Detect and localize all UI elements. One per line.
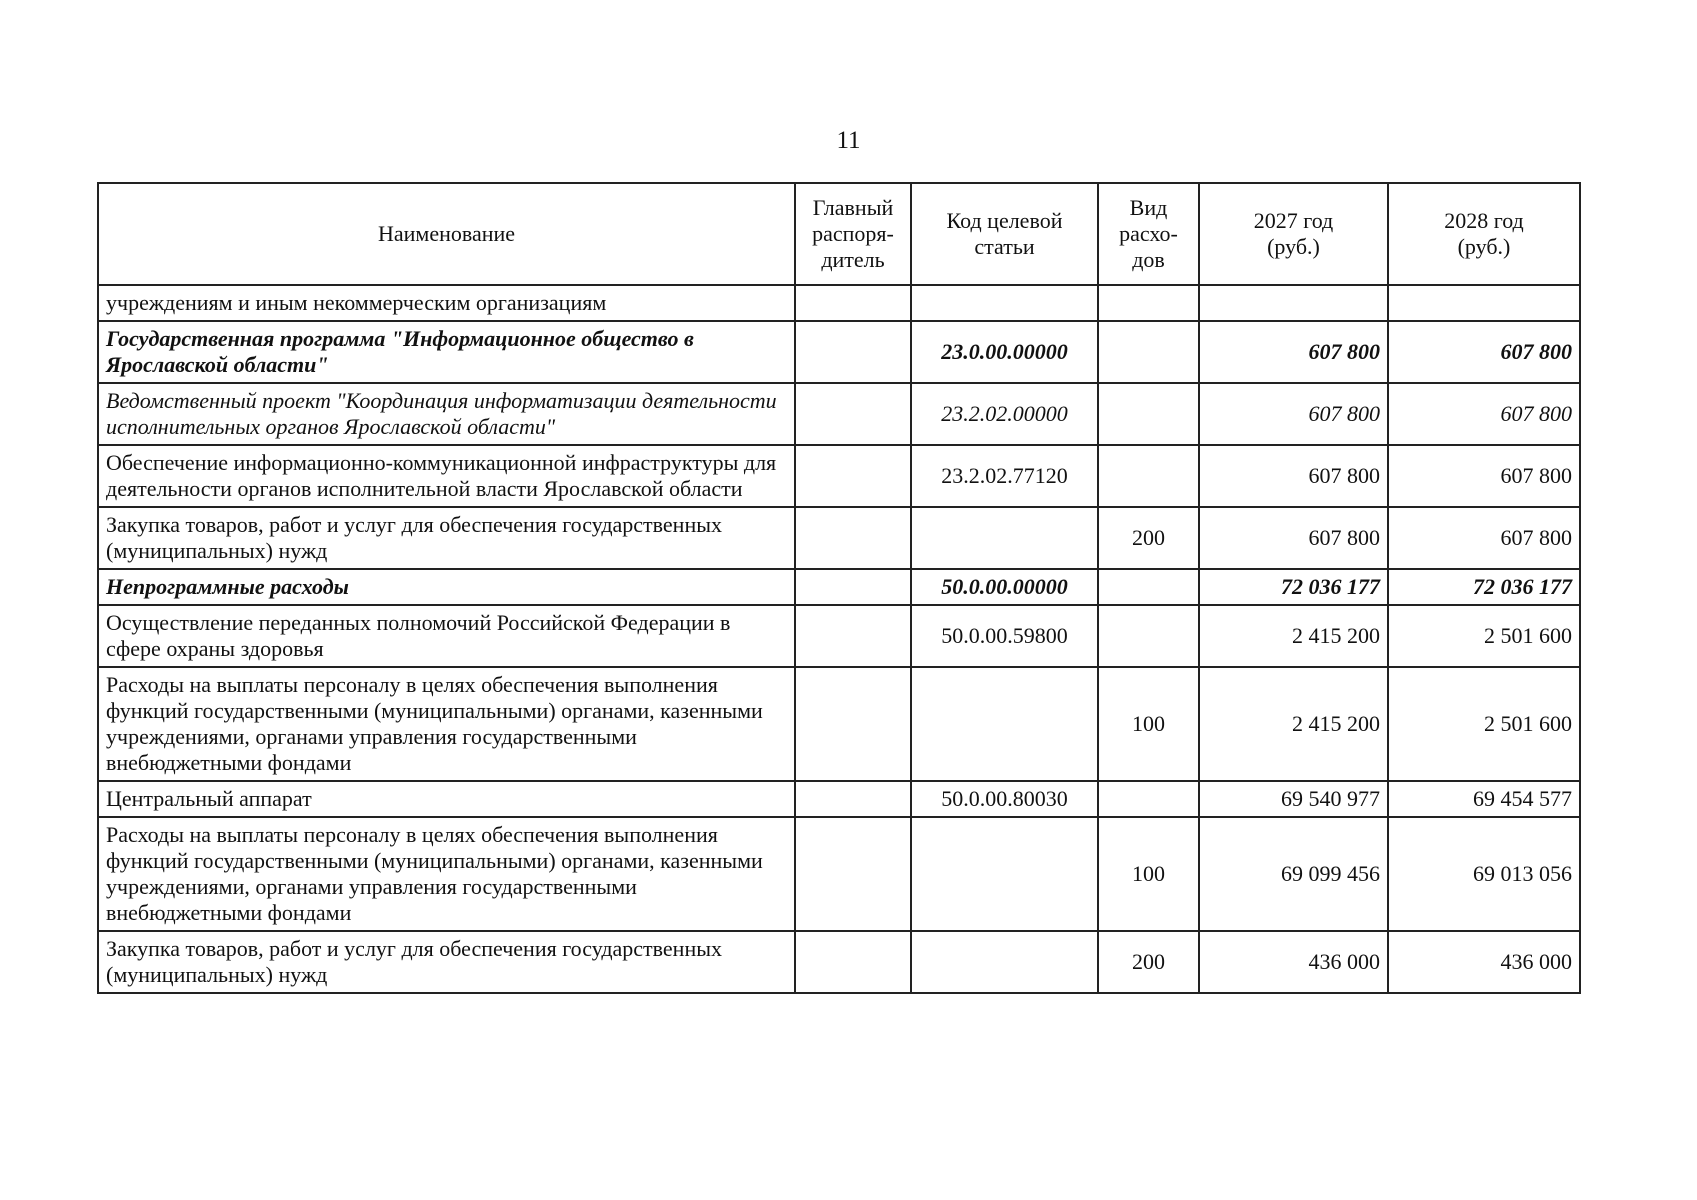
page-number: 11 bbox=[836, 127, 861, 154]
cell-code: 50.0.00.80030 bbox=[911, 781, 1098, 817]
cell-type: 200 bbox=[1098, 931, 1199, 993]
cell-code: 23.0.00.00000 bbox=[911, 321, 1098, 383]
table-body bbox=[98, 285, 1580, 993]
cell-y2027 bbox=[1199, 285, 1388, 321]
cell-y2028: 2 501 600 bbox=[1388, 605, 1580, 667]
cell-type bbox=[1098, 781, 1199, 817]
header-code: Код целевой статьи bbox=[911, 183, 1098, 285]
cell-y2028: 72 036 177 bbox=[1388, 569, 1580, 605]
table-row bbox=[98, 285, 1580, 321]
cell-name: Расходы на выплаты персоналу в целях обеспечения выполнения функций государственными (муниципальными) органами, казенными учреждениями, органами управления государственными внебюджетными фондами bbox=[98, 817, 795, 931]
cell-y2028: 2 501 600 bbox=[1388, 667, 1580, 781]
cell-y2028: 69 013 056 bbox=[1388, 817, 1580, 931]
cell-type: 100 bbox=[1098, 667, 1199, 781]
cell-code: 50.0.00.00000 bbox=[911, 569, 1098, 605]
cell-code: 23.2.02.77120 bbox=[911, 445, 1098, 507]
header-manager: Главный распоря- дитель bbox=[795, 183, 911, 285]
cell-type bbox=[1098, 321, 1199, 383]
cell-y2027: 2 415 200 bbox=[1199, 667, 1388, 781]
cell-name: Ведомственный проект "Координация информатизации деятельности исполнительных органов Ярославской области" bbox=[98, 383, 795, 445]
header-type: Вид расхо- дов bbox=[1098, 183, 1199, 285]
cell-code bbox=[911, 285, 1098, 321]
table-row bbox=[98, 667, 1580, 781]
cell-name: Закупка товаров, работ и услуг для обеспечения государственных (муниципальных) нужд bbox=[98, 507, 795, 569]
cell-code bbox=[911, 667, 1098, 781]
cell-manager bbox=[795, 605, 911, 667]
cell-y2028: 69 454 577 bbox=[1388, 781, 1580, 817]
cell-name: Государственная программа "Информационное общество в Ярославской области" bbox=[98, 321, 795, 383]
cell-manager bbox=[795, 667, 911, 781]
cell-code bbox=[911, 817, 1098, 931]
cell-manager bbox=[795, 507, 911, 569]
cell-manager bbox=[795, 781, 911, 817]
table-row bbox=[98, 507, 1580, 569]
cell-manager bbox=[795, 817, 911, 931]
cell-y2027: 69 540 977 bbox=[1199, 781, 1388, 817]
cell-y2028 bbox=[1388, 285, 1580, 321]
header-2028: 2028 год (руб.) bbox=[1388, 183, 1580, 285]
table-row bbox=[98, 569, 1580, 605]
cell-name: Осуществление переданных полномочий Российской Федерации в сфере охраны здоровья bbox=[98, 605, 795, 667]
cell-code: 23.2.02.00000 bbox=[911, 383, 1098, 445]
table-row bbox=[98, 383, 1580, 445]
table-row bbox=[98, 605, 1580, 667]
cell-type bbox=[1098, 445, 1199, 507]
cell-code bbox=[911, 507, 1098, 569]
cell-manager bbox=[795, 383, 911, 445]
cell-manager bbox=[795, 931, 911, 993]
cell-manager bbox=[795, 285, 911, 321]
cell-type bbox=[1098, 569, 1199, 605]
table-row bbox=[98, 445, 1580, 507]
budget-table bbox=[97, 182, 1581, 994]
cell-y2028: 607 800 bbox=[1388, 383, 1580, 445]
header-name: Наименование bbox=[98, 183, 795, 285]
cell-type bbox=[1098, 605, 1199, 667]
cell-type bbox=[1098, 383, 1199, 445]
cell-type: 100 bbox=[1098, 817, 1199, 931]
cell-name: Непрограммные расходы bbox=[98, 569, 795, 605]
cell-y2027: 607 800 bbox=[1199, 507, 1388, 569]
cell-y2028: 607 800 bbox=[1388, 445, 1580, 507]
cell-name: учреждениям и иным некоммерческим организациям bbox=[98, 285, 795, 321]
cell-y2027: 2 415 200 bbox=[1199, 605, 1388, 667]
cell-code: 50.0.00.59800 bbox=[911, 605, 1098, 667]
table-row bbox=[98, 817, 1580, 931]
cell-manager bbox=[795, 569, 911, 605]
cell-y2027: 72 036 177 bbox=[1199, 569, 1388, 605]
cell-name: Закупка товаров, работ и услуг для обеспечения государственных (муниципальных) нужд bbox=[98, 931, 795, 993]
cell-name: Расходы на выплаты персоналу в целях обеспечения выполнения функций государственными (муниципальными) органами, казенными учреждениями, органами управления государственными внебюджетными фондами bbox=[98, 667, 795, 781]
table-row bbox=[98, 931, 1580, 993]
cell-y2027: 436 000 bbox=[1199, 931, 1388, 993]
cell-y2028: 607 800 bbox=[1388, 507, 1580, 569]
cell-y2028: 607 800 bbox=[1388, 321, 1580, 383]
cell-code bbox=[911, 931, 1098, 993]
cell-manager bbox=[795, 321, 911, 383]
cell-y2027: 607 800 bbox=[1199, 383, 1388, 445]
cell-type bbox=[1098, 285, 1199, 321]
cell-y2028: 436 000 bbox=[1388, 931, 1580, 993]
header-2027: 2027 год (руб.) bbox=[1199, 183, 1388, 285]
cell-name: Обеспечение информационно-коммуникационной инфраструктуры для деятельности органов исполнительной власти Ярославской области bbox=[98, 445, 795, 507]
cell-type: 200 bbox=[1098, 507, 1199, 569]
table-row bbox=[98, 781, 1580, 817]
cell-y2027: 607 800 bbox=[1199, 321, 1388, 383]
cell-manager bbox=[795, 445, 911, 507]
cell-name: Центральный аппарат bbox=[98, 781, 795, 817]
cell-y2027: 69 099 456 bbox=[1199, 817, 1388, 931]
table-row bbox=[98, 321, 1580, 383]
table-header-row bbox=[98, 183, 1580, 285]
cell-y2027: 607 800 bbox=[1199, 445, 1388, 507]
